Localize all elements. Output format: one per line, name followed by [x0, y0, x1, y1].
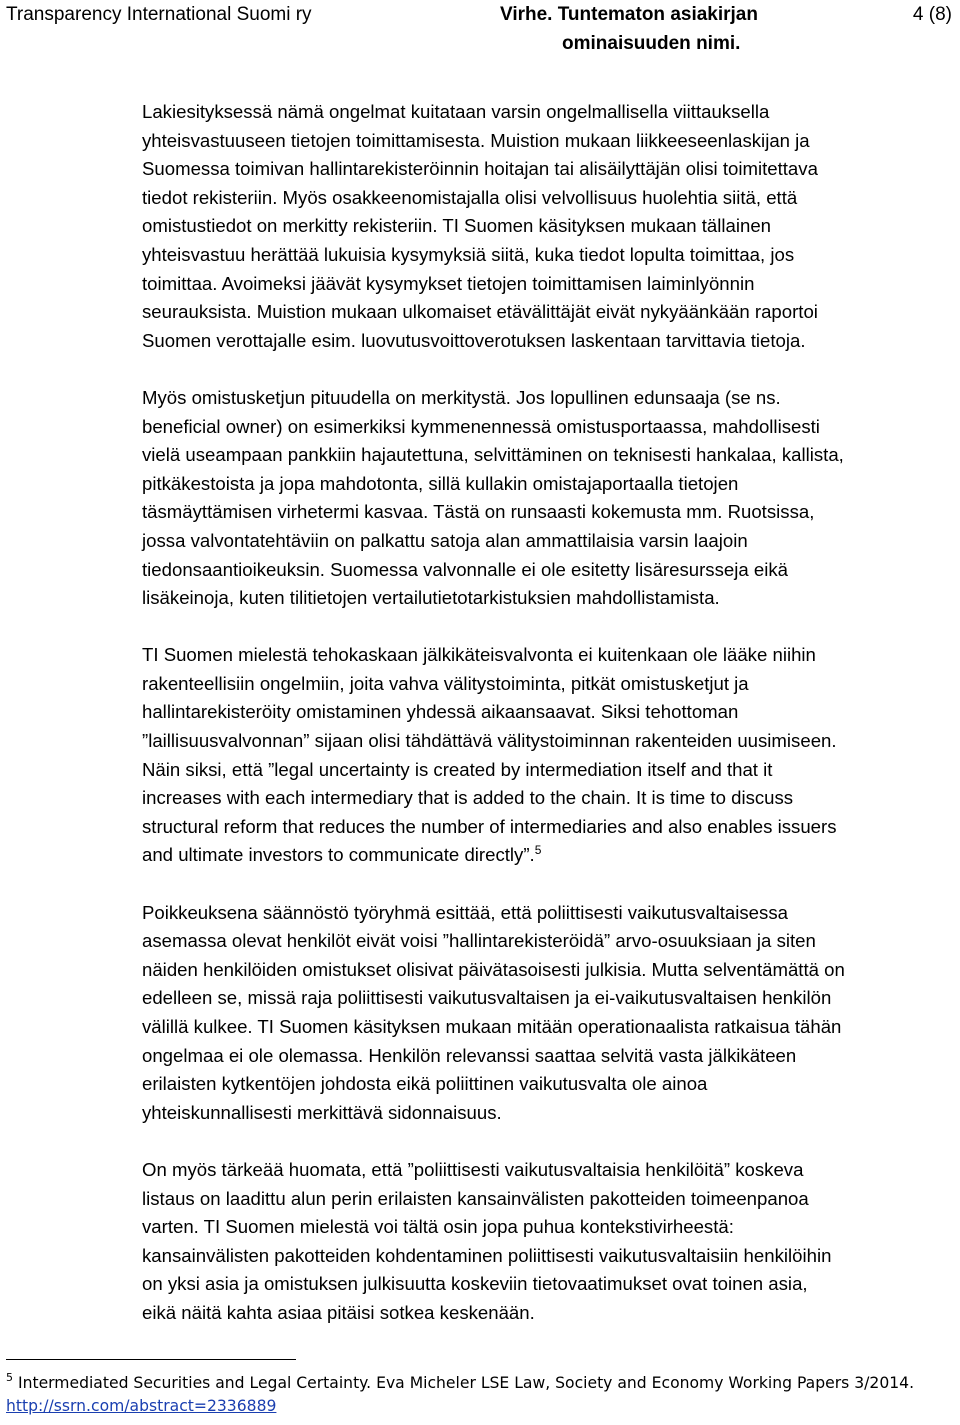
- header-error-line-2: ominaisuuden nimi.: [562, 33, 741, 54]
- paragraph-1: Lakiesityksessä nämä ongelmat kuitataan varsin ongelmallisella viittauksella yhteisvastuuseen tietojen toimittamisesta. Muistion mukaan liikkeeseenlaskijan ja Suomessa toimivan hallintarekisteröinnin hoitajan tai alisäilyttäjän olisi toimitettava tiedot rekisteriin. Myös osakkeenomistajalla olisi velvollisuus huolehtia siitä, että omistustiedot on merkitty rekisteriin. TI Suomen käsityksen mukaan tällainen yhteisvastuu herättää lukuisia kysymyksiä siitä, kuka tiedot lopulta toimittaa, jos toimittaa. Avoimeksi jäävät kysymykset tietojen toimittamisen laiminlyönnin seurauksista. Muistion mukaan ulkomaiset etävälittäjät eivät nykyäänkään raportoi Suomen verottajalle esim. luovutusvoittoverotuksen laskentaan tarvittavia tietoja.: [142, 101, 818, 351]
- paragraph-5: On myös tärkeää huomata, että ”poliittisesti vaikutusvaltaisia henkilöitä” koskeva listaus on laadittu alun perin erilaisten kansainvälisten pakotteiden toimeenpanoa varten. TI Suomen mielestä voi tältä osin jopa puhua kontekstivirheestä: kansainvälisten pakotteiden kohdentaminen poliittisesti vaikutusvaltaisiin henkilöihin on yksi asia ja omistuksen julkisuutta koskeviin tietovaatimukset ovat toinen asia, eikä näitä kahta asiaa pitäisi sotkea keskenään.: [142, 1158, 832, 1323]
- header-error-line-1: Virhe. Tuntematon asiakirjan: [500, 4, 758, 25]
- footnote-separator: [6, 1359, 296, 1360]
- footnote-link[interactable]: http://ssrn.com/abstract=2336889: [6, 1397, 277, 1415]
- header-error-field: [500, 0, 840, 58]
- page-number: 4 (8): [912, 4, 952, 25]
- organization-name: Transparency International Suomi ry: [6, 4, 312, 25]
- paragraph-3: [142, 641, 960, 870]
- paragraph-2: Myös omistusketjun pituudella on merkitystä. Jos lopullinen edunsaaja (se ns. beneficial owner) on esimerkiksi kymmenennessä omistusportaassa, mahdollisesti vielä useampaan pankkiin hajautettuna, selvittäminen on teknisesti hankalaa, kallista, pitkäkestoista ja jopa mahdotonta, sillä kullakin omistajaportaalla tietojen täsmäyttämisen virhetermi kasvaa. Tästä on runsaasti kokemusta mm. Ruotsissa, jossa valvontatehtäviin on palkattu satoja alan ammattilaisia varsin laajoin tiedonsaantioikeuksin. Suomessa valvonnalle ei ole esitetty lisäresursseja eikä lisäkeinoja, kuten tilitietojen vertailutietotarkistuksien mahdollistamista.: [142, 386, 844, 609]
- footnote-text: Intermediated Securities and Legal Certainty. Eva Micheler LSE Law, Society and Economy Working Papers 3/2014.: [17, 1374, 915, 1392]
- page-header: [0, 0, 960, 60]
- footnote: [6, 1372, 914, 1418]
- footnote-reference[interactable]: 5: [534, 843, 542, 858]
- footnote-number: 5: [6, 1371, 13, 1384]
- paragraph-4: Poikkeuksena säännöstö työryhmä esittää, että poliittisesti vaikutusvaltaisessa asemassa olevat henkilöt eivät voisi ”hallintarekisteröidä” arvo-osuuksiaan ja siten näiden henkilöiden omistukset olisivat päivätasoisesti julkisia. Mutta selventämättä on edelleen se, missä raja poliittisesti vaikutusvaltaisen ja ei-vaikutusvaltaisen henkilön välillä kulkee. TI Suomen käsityksen mukaan mitään operationaalista ratkaisua tähän ongelmaa ei ole olemassa. Henkilön relevanssi saattaa selvitä vasta jälkikäteen erilaisten kytkentöjen johdosta eikä poliittinen vaikutusvalta ole ainoa yhteiskunnallisesti merkittävä sidonnaisuus.: [142, 901, 845, 1123]
- document-body: [142, 98, 960, 1356]
- paragraph-3-text: TI Suomen mielestä tehokaskaan jälkikäteisvalvonta ei kuitenkaan ole lääke niihin rakenteellisiin ongelmiin, joita vahva välitystoiminta, pitkät omistusketjut ja hallintarekisteröity omistaminen yhdessä aikaansaavat. Siksi tehottoman ”laillisuusvalvonnan” sijaan olisi tähdättävä välitystoiminnan rakenteiden uusimiseen. Näin siksi, että ”legal uncertainty is created by intermediation itself and that it increases with each intermediary that is added to the chain. It is time to discuss structural reform that reduces the number of intermediaries and also enables issuers and ultimate investors to communicate directly”.: [142, 644, 837, 866]
